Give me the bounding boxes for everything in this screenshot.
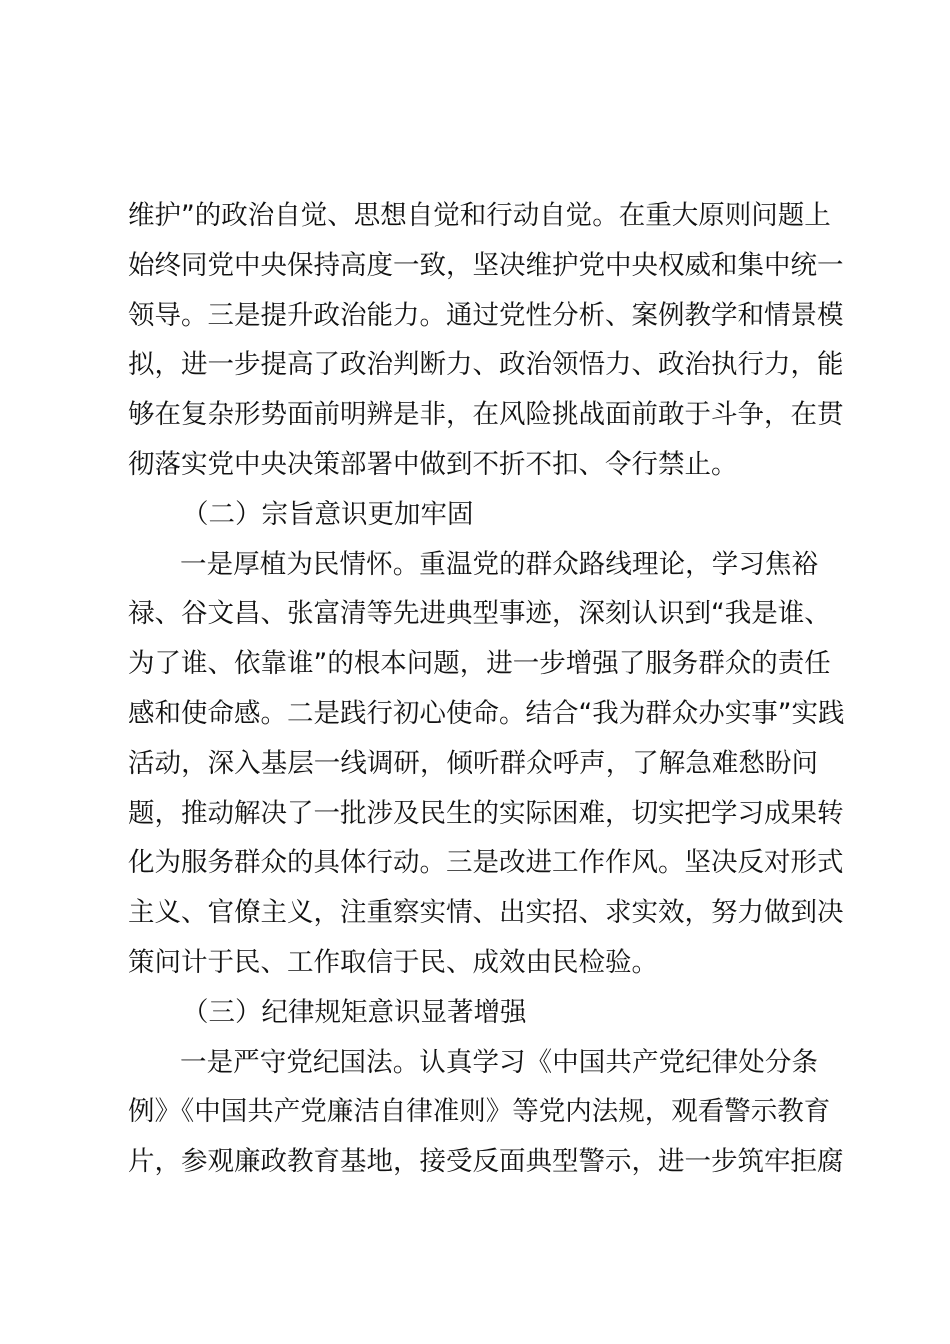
paragraph-line: 彻落实党中央决策部署中做到不折不扣、令行禁止。	[128, 448, 738, 480]
paragraph-line: 化为服务群众的具体行动。三是改进工作作风。坚决反对形式	[128, 847, 844, 879]
paragraph-line: 片，参观廉政教育基地，接受反面典型警示，进一步筑牢拒腐	[128, 1146, 844, 1178]
paragraph-line: 禄、谷文昌、张富清等先进典型事迹，深刻认识到“我是谁、	[128, 598, 831, 630]
paragraph-line: 感和使命感。二是践行初心使命。结合“我为群众办实事”实践	[128, 697, 845, 729]
section-heading-3: （三）纪律规矩意识显著增强	[182, 996, 527, 1028]
document-body	[128, 191, 845, 1187]
paragraph-line: 题，推动解决了一批涉及民生的实际困难，切实把学习成果转	[128, 797, 844, 829]
paragraph-line: 主义、官僚主义，注重察实情、出实招、求实效，努力做到决	[128, 897, 844, 929]
section-heading-2: （二）宗旨意识更加牢固	[182, 498, 474, 530]
paragraph-line: 策问计于民、工作取信于民、成效由民检验。	[128, 946, 658, 978]
paragraph-line: 领导。三是提升政治能力。通过党性分析、案例教学和情景模	[128, 299, 844, 331]
paragraph-line: 为了谁、依靠谁”的根本问题，进一步增强了服务群众的责任	[128, 648, 831, 680]
paragraph-line: 活动，深入基层一线调研，倾听群众呼声，了解急难愁盼问	[128, 747, 818, 779]
paragraph-line: 始终同党中央保持高度一致，坚决维护党中央权威和集中统一	[128, 249, 844, 281]
paragraph-line: 一是严守党纪国法。认真学习《中国共产党纪律处分条	[180, 1046, 818, 1078]
paragraph-line: 够在复杂形势面前明辨是非，在风险挑战面前敢于斗争，在贯	[128, 399, 844, 431]
paragraph-line: 拟，进一步提高了政治判断力、政治领悟力、政治执行力，能	[128, 349, 844, 381]
paragraph-line: 一是厚植为民情怀。重温党的群众路线理论，学习焦裕	[180, 548, 818, 580]
paragraph-line: 例》《中国共产党廉洁自律准则》等党内法规，观看警示教育	[128, 1096, 831, 1128]
paragraph-line: 维护”的政治自觉、思想自觉和行动自觉。在重大原则问题上	[128, 200, 831, 231]
